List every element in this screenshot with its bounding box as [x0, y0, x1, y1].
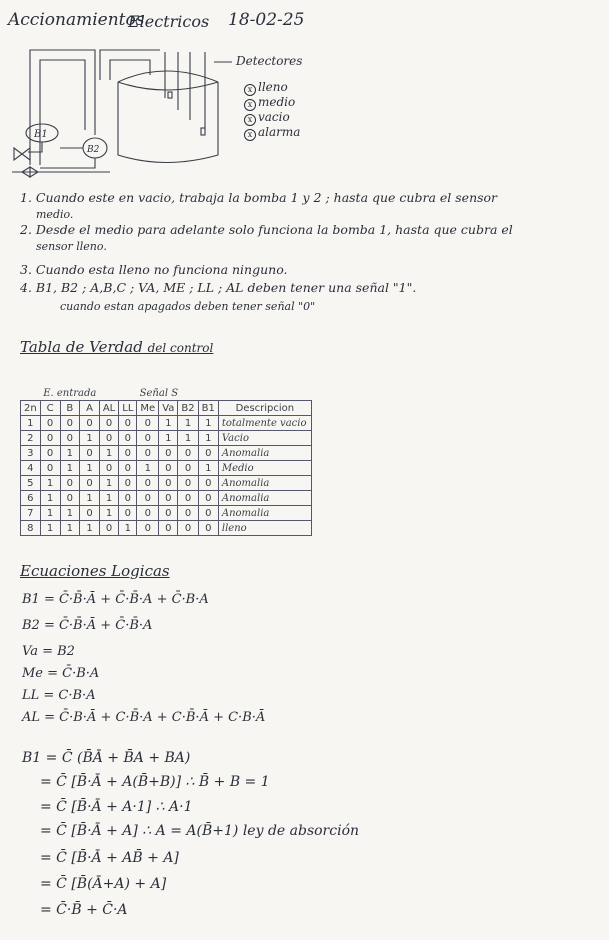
description-cell: Anomalia [218, 476, 311, 491]
table-cell: 0 [137, 476, 159, 491]
sensor-icon: x [244, 84, 256, 96]
table-header-cell: B1 [198, 401, 218, 416]
table-cell: 0 [137, 506, 159, 521]
description-cell: lleno [218, 521, 311, 536]
table-cell: 0 [119, 416, 137, 431]
pump-b1-label: B1 [34, 129, 48, 140]
sensor-icon: x [244, 99, 256, 111]
table-cell: 1 [80, 431, 100, 446]
table-cell: 0 [159, 476, 178, 491]
simplification-line: = C̄·B̄ + C̄·A [40, 902, 128, 918]
table-cell: 0 [40, 416, 60, 431]
table-row [21, 506, 312, 521]
table-cell: 0 [119, 506, 137, 521]
equation-line: AL = C̄·B·Ā + C·B̄·A + C·B̄·Ā + C·B·Ā [22, 710, 266, 725]
simplification-line: = C̄ [B̄·Ā + A] ∴ A = A(B̄+1) ley de absorción [40, 823, 360, 839]
table-cell: 1 [137, 461, 159, 476]
table-cell: 0 [198, 521, 218, 536]
inputs-group-label: E. entrada [40, 386, 99, 401]
simplification-line: = C̄ [B̄·Ā + A·1] ∴ A·1 [40, 799, 193, 815]
table-cell: 0 [159, 446, 178, 461]
table-row [21, 461, 312, 476]
table-cell: 1 [60, 461, 80, 476]
table-cell: 0 [119, 491, 137, 506]
table-cell: 1 [178, 416, 198, 431]
description-cell: Anomalia [218, 506, 311, 521]
table-header-cell: C [40, 401, 60, 416]
table-row [21, 431, 312, 446]
truth-table-title: Tabla de Verdad del control [20, 338, 214, 356]
equations-title: Ecuaciones Logicas [20, 562, 170, 580]
table-header-cell: B [60, 401, 80, 416]
table-cell: 1 [119, 521, 137, 536]
equation-line: LL = C·B·A [22, 688, 96, 703]
table-cell: 0 [119, 431, 137, 446]
table-cell: 1 [40, 476, 60, 491]
description-cell: Vacio [218, 431, 311, 446]
table-cell: 0 [119, 476, 137, 491]
table-cell: 0 [178, 446, 198, 461]
table-row [21, 476, 312, 491]
simplification-line: B1 = C̄ (B̄Ā + B̄A + BA) [22, 750, 191, 766]
table-cell: 1 [178, 431, 198, 446]
table-cell: 0 [159, 506, 178, 521]
table-cell: 0 [99, 416, 118, 431]
table-cell: 0 [137, 416, 159, 431]
table-cell: 0 [119, 461, 137, 476]
table-cell: 0 [178, 461, 198, 476]
table-header-row [21, 401, 312, 416]
table-cell: 1 [80, 461, 100, 476]
table-cell: 1 [99, 506, 118, 521]
outputs-group-label: Señal S [99, 386, 218, 401]
table-cell: 0 [159, 461, 178, 476]
table-cell: 0 [178, 491, 198, 506]
description-cell: Medio [218, 461, 311, 476]
table-cell: 0 [99, 461, 118, 476]
description-cell: totalmente vacio [218, 416, 311, 431]
table-header-cell: A [80, 401, 100, 416]
table-cell: 1 [198, 431, 218, 446]
legend-vacio: x vacio [244, 110, 290, 126]
page-title: Accionamientos [8, 10, 145, 30]
table-header-cell: B2 [178, 401, 198, 416]
table-header-cell: Descripcion [218, 401, 311, 416]
note-line: cuando estan apagados deben tener señal "0" [60, 300, 316, 313]
table-row [21, 491, 312, 506]
table-row [21, 521, 312, 536]
table-cell: 1 [99, 476, 118, 491]
table-cell: 0 [159, 491, 178, 506]
table-cell: 1 [80, 521, 100, 536]
table-cell: 1 [159, 416, 178, 431]
table-cell: 0 [60, 416, 80, 431]
table-cell: 1 [40, 521, 60, 536]
table-cell: 0 [137, 431, 159, 446]
detectors-label: Detectores [236, 54, 303, 68]
table-cell: 0 [99, 521, 118, 536]
table-cell: 0 [198, 491, 218, 506]
note-line: sensor lleno. [36, 240, 107, 253]
page-title-2: Electricos [128, 12, 210, 31]
table-cell: 0 [99, 431, 118, 446]
sensor-icon: x [244, 114, 256, 126]
table-cell: 1 [198, 416, 218, 431]
truth-table [20, 386, 312, 536]
table-cell: 0 [137, 521, 159, 536]
table-cell: 0 [159, 521, 178, 536]
note-line: 1. Cuando este en vacio, trabaja la bomba 1 y 2 ; hasta que cubra el sensor [20, 190, 498, 205]
table-cell: 0 [40, 461, 60, 476]
legend-alarma: x alarma [244, 125, 300, 141]
table-header-cell: LL [119, 401, 137, 416]
table-cell: 0 [198, 476, 218, 491]
note-line: 3. Cuando esta lleno no funciona ninguno. [20, 262, 288, 277]
table-cell: 8 [21, 521, 41, 536]
equation-line: B2 = C̄·B̄·Ā + C̄·B̄·A [22, 618, 153, 633]
table-row [21, 416, 312, 431]
table-cell: 2 [21, 431, 41, 446]
table-cell: 0 [178, 521, 198, 536]
table-row [21, 446, 312, 461]
table-cell: 0 [198, 506, 218, 521]
table-cell: 1 [60, 446, 80, 461]
table-cell: 1 [99, 491, 118, 506]
note-line: medio. [36, 208, 74, 221]
simplification-line: = C̄ [B̄·Ā + A(B̄+B)] ∴ B̄ + B = 1 [40, 774, 270, 790]
table-cell: 4 [21, 461, 41, 476]
table-header-cell: Va [159, 401, 178, 416]
equation-line: Va = B2 [22, 644, 75, 659]
table-cell: 0 [137, 446, 159, 461]
table-header-cell: Me [137, 401, 159, 416]
legend-medio: x medio [244, 95, 295, 111]
table-cell: 0 [178, 476, 198, 491]
table-cell: 0 [80, 506, 100, 521]
note-line: 2. Desde el medio para adelante solo funciona la bomba 1, hasta que cubra el [20, 222, 513, 237]
table-cell: 3 [21, 446, 41, 461]
table-cell: 0 [119, 446, 137, 461]
table-cell: 0 [60, 491, 80, 506]
table-cell: 1 [21, 416, 41, 431]
description-cell: Anomalia [218, 446, 311, 461]
sensor-icon: x [244, 129, 256, 141]
note-line: 4. B1, B2 ; A,B,C ; VA, ME ; LL ; AL deben tener una señal "1". [20, 280, 417, 295]
pump-b2-label: B2 [87, 145, 100, 155]
table-cell: 0 [80, 446, 100, 461]
tank-pump-diagram [0, 20, 609, 190]
table-cell: 1 [99, 446, 118, 461]
table-cell: 0 [60, 431, 80, 446]
equation-line: B1 = C̄·B̄·Ā + C̄·B̄·A + C̄·B·A [22, 592, 209, 607]
description-cell: Anomalia [218, 491, 311, 506]
table-cell: 0 [80, 476, 100, 491]
simplification-line: = C̄ [B̄(Ā+A) + A] [40, 876, 167, 892]
simplification-line: = C̄ [B̄·Ā + AB̄ + A] [40, 850, 179, 866]
table-cell: 0 [60, 476, 80, 491]
table-cell: 0 [40, 431, 60, 446]
table-cell: 0 [137, 491, 159, 506]
table-cell: 1 [60, 506, 80, 521]
table-cell: 1 [80, 491, 100, 506]
table-cell: 1 [198, 461, 218, 476]
table-header-cell: 2n [21, 401, 41, 416]
table-header-cell: AL [99, 401, 118, 416]
page-date: 18-02-25 [228, 10, 305, 30]
table-cell: 1 [159, 431, 178, 446]
table-cell: 1 [60, 521, 80, 536]
table-cell: 0 [40, 446, 60, 461]
table-cell: 1 [40, 491, 60, 506]
table-cell: 0 [178, 506, 198, 521]
table-cell: 5 [21, 476, 41, 491]
table-cell: 0 [198, 446, 218, 461]
legend-lleno: x lleno [244, 80, 288, 96]
table-cell: 0 [80, 416, 100, 431]
table-cell: 6 [21, 491, 41, 506]
table-cell: 7 [21, 506, 41, 521]
equation-line: Me = C̄·B·A [22, 666, 100, 681]
table-cell: 1 [40, 506, 60, 521]
